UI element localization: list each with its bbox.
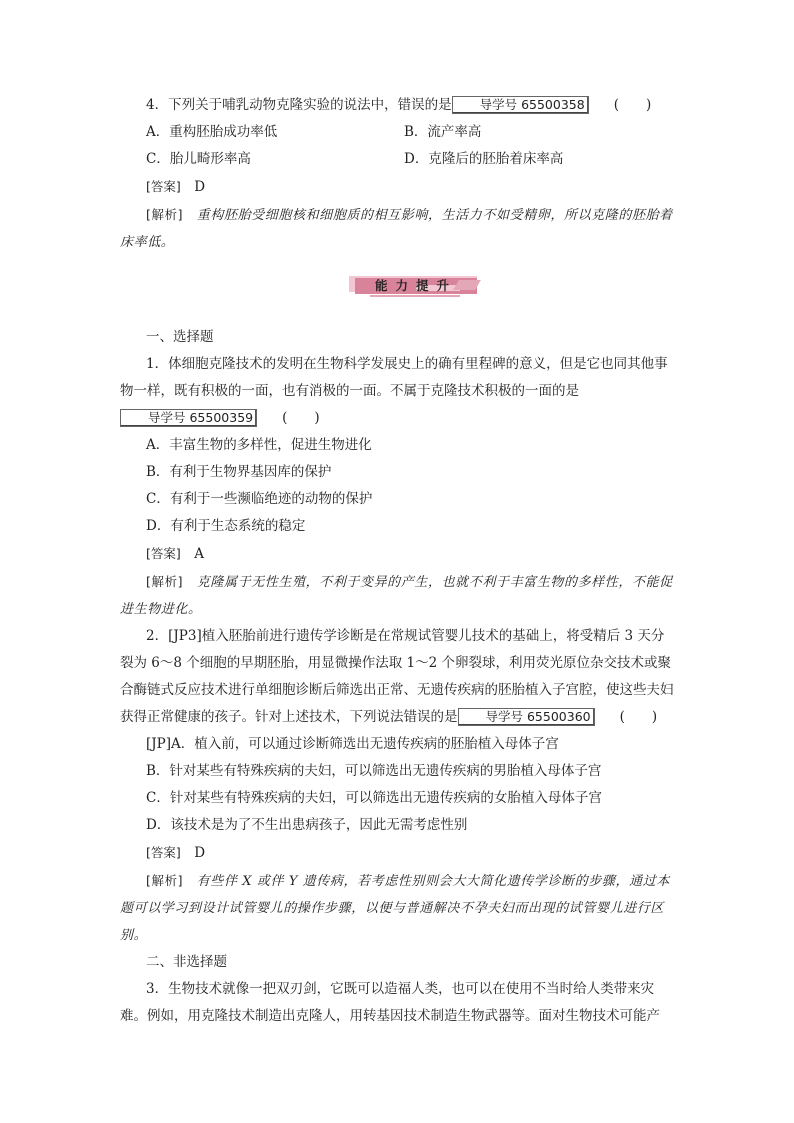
q1-answer xyxy=(120,540,676,568)
q4-option-d: D．克隆后的胚胎着床率高 xyxy=(404,151,564,167)
q4-explanation xyxy=(120,201,676,256)
q1-stem: 1．体细胞克隆技术的发明在生物科学发展史上的确有里程碑的意义，但是它也同其他事物一样，既有积极的一面，也有消极的一面。不属于克隆技术积极的一面的是导学号 65500359 ( ) xyxy=(120,351,676,432)
q1-option-b: B．有利于生物界基因库的保护 xyxy=(146,464,332,480)
q4-option-c: C．胎儿畸形率高 xyxy=(146,151,251,167)
q1-guide-number[interactable]: 导学号 65500359 xyxy=(121,410,256,426)
q4-answer xyxy=(120,173,676,201)
q1-explain-tag: [解析] xyxy=(146,574,184,589)
section-banner xyxy=(120,276,676,316)
q2-option-c: C．针对某些有特殊疾病的夫妇，可以筛选出无遗传疾病的女胎植入母体子宫 xyxy=(146,790,602,806)
section1-title: 一、选择题 xyxy=(146,329,214,345)
q2-paren: ( ) xyxy=(619,709,658,725)
q1-option-c: C．有利于一些濒临绝迹的动物的保护 xyxy=(146,491,373,507)
q1-option-d: D．有利于生态系统的稳定 xyxy=(146,518,306,534)
q4-stem: 4．下列关于哺乳动物克隆实验的说法中，错误的是 导学号 65500358 ( ) xyxy=(120,92,676,119)
q4-option-a: A．重构胚胎成功率低 xyxy=(146,124,278,140)
q4-answer-tag: [答案] xyxy=(146,179,181,194)
q2-answer-tag: [答案] xyxy=(146,845,181,860)
q2-option-b: B．针对某些有特殊疾病的夫妇，可以筛选出无遗传疾病的男胎植入母体子宫 xyxy=(146,763,602,779)
q1-explanation xyxy=(120,568,676,623)
q4-options-row-1 xyxy=(120,119,676,146)
q2-explanation xyxy=(120,867,676,949)
q4-answer-value: D xyxy=(194,179,206,195)
q2-answer xyxy=(120,839,676,867)
q1-answer-value: A xyxy=(194,546,205,562)
banner-title: 能力提升 xyxy=(374,278,457,293)
q2-explain-tag: [解析] xyxy=(146,873,184,888)
q2-explain-text: 有些伴 X 或伴 Y 遗传病，若考虑性别则会大大简化遗传学诊断的步骤，通过本题可以学习到设计试管婴儿的操作步骤，以便与普通解决不孕夫妇而出现的试管婴儿进行区别。 xyxy=(120,874,670,943)
document-page xyxy=(120,92,676,1030)
q1-explain-text: 克隆属于无性生殖，不利于变异的产生，也就不利于丰富生物的多样性，不能促进生物进化。 xyxy=(120,575,673,617)
q2-stem: 2．[JP3]植入胚胎前进行遗传学诊断是在常规试管婴儿技术的基础上，将受精后 3 天分裂为 6～8 个细胞的早期胚胎，用显微操作法取 1～2 个卵裂球，利用荧光原位杂交技术或聚合酶链式反应技术进行单细胞诊断后筛选出正常、无遗传疾病的胚胎植入子宫腔，使这些夫妇获得正常健康的孩子。针对上述技术，下列说法错误的是 导学号 65500360 ( ) xyxy=(120,623,676,731)
q4-paren: ( ) xyxy=(613,97,652,113)
q4-guide-number[interactable]: 导学号 65500358 xyxy=(453,97,588,113)
q2-guide-number[interactable]: 导学号 65500360 xyxy=(459,709,594,725)
section2-title: 二、非选择题 xyxy=(146,954,227,970)
q1-paren: ( ) xyxy=(282,410,320,426)
q1-answer-tag: [答案] xyxy=(146,546,181,561)
q4-explain-tag: [解析] xyxy=(146,207,184,222)
q4-options-row-2 xyxy=(120,146,676,173)
banner-underline xyxy=(370,295,460,297)
q4-explain-text: 重构胚胎受细胞核和细胞质的相互影响，生活力不如受精卵，所以克隆的胚胎着床率低。 xyxy=(120,208,673,250)
q2-option-a: [JP]A．植入前，可以通过诊断筛选出无遗传疾病的胚胎植入母体子宫 xyxy=(146,736,559,752)
q2-option-d: D．该技术是为了不生出患病孩子，因此无需考虑性别 xyxy=(146,817,468,833)
q1-option-a: A．丰富生物的多样性，促进生物进化 xyxy=(146,437,372,453)
q3-stem: 3．生物技术就像一把双刃剑，它既可以造福人类，也可以在使用不当时给人类带来灾难。例如，用克隆技术制造出克隆人，用转基因技术制造生物武器等。面对生物技术可能产 xyxy=(120,981,660,1024)
q4-option-b: B．流产率高 xyxy=(404,124,482,140)
q2-answer-value: D xyxy=(194,845,206,861)
